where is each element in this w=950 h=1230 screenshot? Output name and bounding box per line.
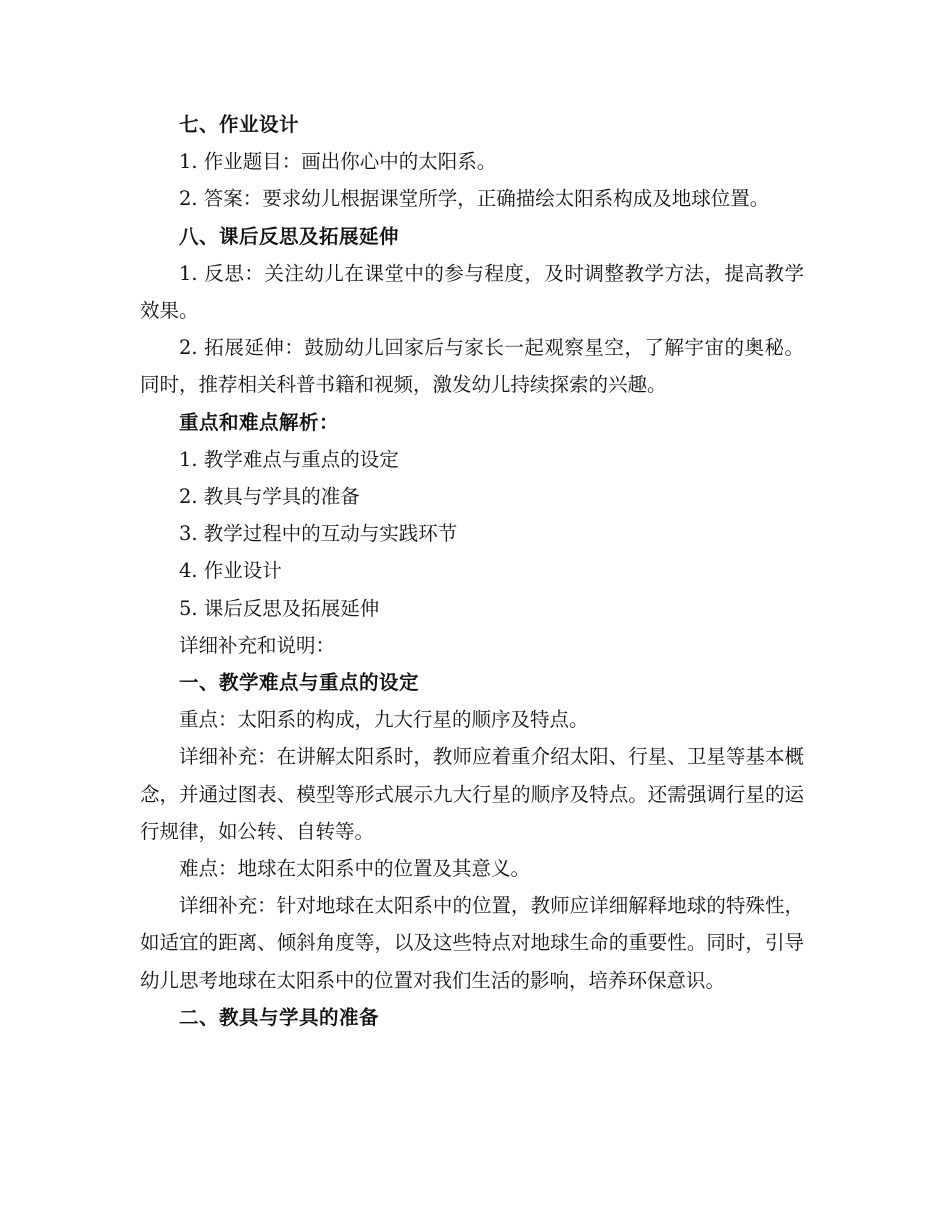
list-item-key-point-2: 2. 教具与学具的准备 xyxy=(179,485,360,509)
paragraph-extension: 2. 拓展延伸：鼓励幼儿回家后与家长一起观察星空，了解宇宙的奥秘。同时，推荐相关科普书籍和视频，激发幼儿持续探索的兴趣。 xyxy=(140,336,804,397)
paragraph-difficulty-detail: 详细补充：针对地球在太阳系中的位置，教师应详细解释地球的特殊性，如适宜的距离、倾斜角度等，以及这些特点对地球生命的重要性。同时，引导幼儿思考地球在太阳系中的位置对我们生活的影响，培养环保意识。 xyxy=(140,894,804,992)
paragraph-homework-topic: 1. 作业题目：画出你心中的太阳系。 xyxy=(179,150,497,174)
section-heading-teaching-aids: 二、教具与学具的准备 xyxy=(179,1005,380,1029)
paragraph-details-intro: 详细补充和说明： xyxy=(179,633,336,657)
list-item-key-point-1: 1. 教学难点与重点的设定 xyxy=(179,447,399,471)
section-heading-reflection: 八、课后反思及拓展延伸 xyxy=(179,224,400,248)
section-heading-key-points: 重点和难点解析： xyxy=(179,410,340,434)
paragraph-reflection: 1. 反思：关注幼儿在课堂中的参与程度，及时调整教学方法，提高教学效果。 xyxy=(140,261,804,323)
list-item-key-point-3: 3. 教学过程中的互动与实践环节 xyxy=(179,522,458,546)
section-heading-homework: 七、作业设计 xyxy=(179,113,300,136)
paragraph-homework-answer: 2. 答案：要求幼儿根据课堂所学，正确描绘太阳系构成及地球位置。 xyxy=(179,187,770,211)
paragraph-difficulty: 难点：地球在太阳系中的位置及其意义。 xyxy=(179,857,531,881)
paragraph-key-point: 重点：太阳系的构成，九大行星的顺序及特点。 xyxy=(179,708,589,732)
paragraph-key-point-detail: 详细补充：在讲解太阳系时，教师应着重介绍太阳、行星、卫星等基本概念，并通过图表、模型等形式展示九大行星的顺序及特点。还需强调行星的运行规律，如公转、自转等。 xyxy=(140,745,804,843)
document-page xyxy=(140,106,804,1036)
list-item-key-point-4: 4. 作业设计 xyxy=(179,559,282,583)
section-heading-difficulty-setting: 一、教学难点与重点的设定 xyxy=(179,671,420,695)
list-item-key-point-5: 5. 课后反思及拓展延伸 xyxy=(179,596,380,620)
